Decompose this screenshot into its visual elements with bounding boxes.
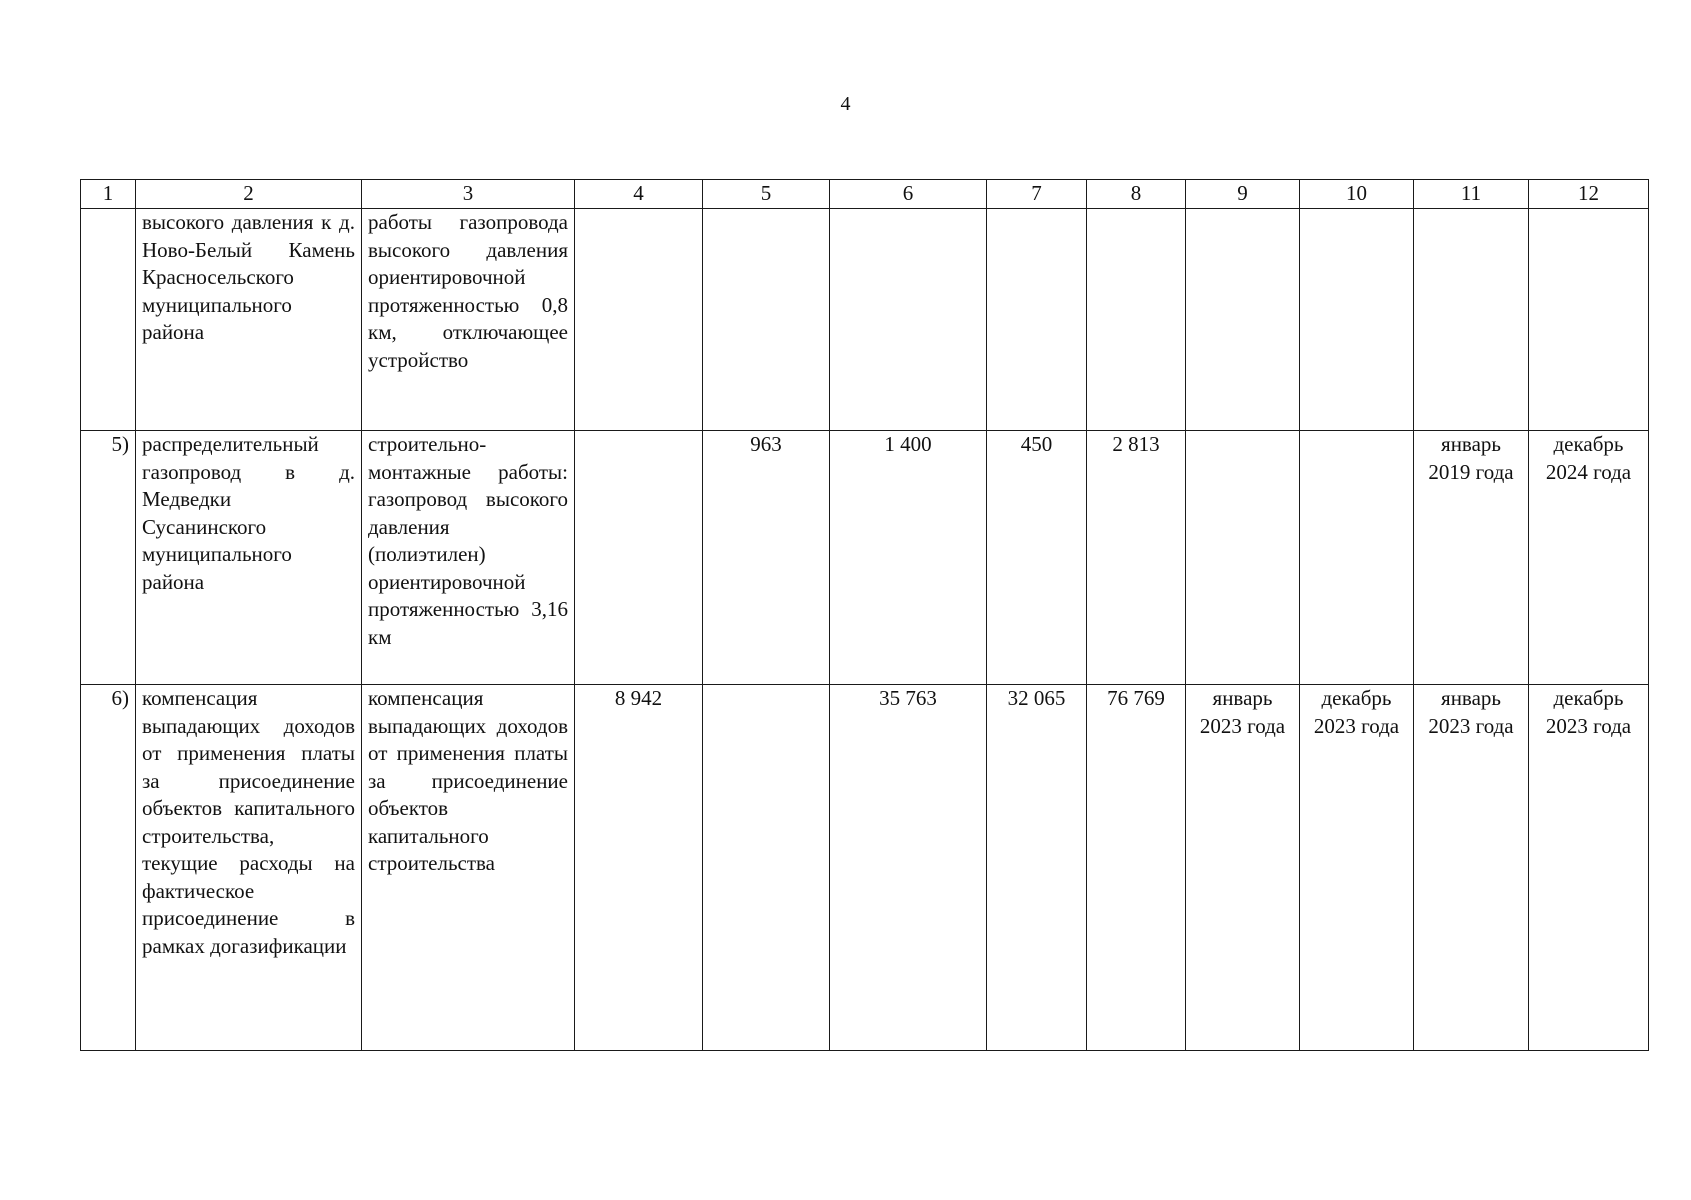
header-cell-6: 6 xyxy=(830,180,987,209)
value-col-6: 35 763 xyxy=(830,685,987,1051)
date-col-12: декабрь 2024 года xyxy=(1529,431,1649,685)
value-col-7 xyxy=(987,209,1087,431)
object-name: компенсация выпадающих доходов от применения платы за присоединение объектов капитального строительства, текущие расходы на фактическое присоединение в рамках догазификации xyxy=(136,685,362,1051)
value-col-8: 76 769 xyxy=(1087,685,1186,1051)
date-col-11 xyxy=(1414,209,1529,431)
header-cell-2: 2 xyxy=(136,180,362,209)
header-cell-8: 8 xyxy=(1087,180,1186,209)
header-cell-4: 4 xyxy=(575,180,703,209)
header-cell-1: 1 xyxy=(81,180,136,209)
value-col-8: 2 813 xyxy=(1087,431,1186,685)
table-row xyxy=(81,431,1649,685)
date-col-9 xyxy=(1186,431,1300,685)
header-cell-10: 10 xyxy=(1300,180,1414,209)
value-col-5: 963 xyxy=(703,431,830,685)
date-col-10 xyxy=(1300,209,1414,431)
header-row xyxy=(81,180,1649,209)
date-col-10: декабрь 2023 года xyxy=(1300,685,1414,1051)
works-description: строительно-монтажные работы: газопровод высокого давления (полиэтилен) ориентировочной протяженностью 3,16 км xyxy=(362,431,575,685)
value-col-6 xyxy=(830,209,987,431)
row-number: 6) xyxy=(81,685,136,1051)
header-cell-3: 3 xyxy=(362,180,575,209)
table-row xyxy=(81,685,1649,1051)
value-col-4: 8 942 xyxy=(575,685,703,1051)
date-col-9 xyxy=(1186,209,1300,431)
value-col-5 xyxy=(703,685,830,1051)
header-cell-7: 7 xyxy=(987,180,1087,209)
date-col-10 xyxy=(1300,431,1414,685)
value-col-4 xyxy=(575,431,703,685)
page-number: 4 xyxy=(840,93,851,115)
value-col-7: 450 xyxy=(987,431,1087,685)
works-description: работы газопровода высокого давления ориентировочной протяженностью 0,8 км, отключающее устройство xyxy=(362,209,575,431)
date-col-11: январь 2019 года xyxy=(1414,431,1529,685)
header-cell-9: 9 xyxy=(1186,180,1300,209)
row-number xyxy=(81,209,136,431)
works-description: компенсация выпадающих доходов от применения платы за присоединение объектов капитального строительства xyxy=(362,685,575,1051)
value-col-5 xyxy=(703,209,830,431)
value-col-7: 32 065 xyxy=(987,685,1087,1051)
value-col-8 xyxy=(1087,209,1186,431)
table-row xyxy=(81,209,1649,431)
object-name: распределительный газопровод в д. Медведки Сусанинского муниципального района xyxy=(136,431,362,685)
value-col-4 xyxy=(575,209,703,431)
row-number: 5) xyxy=(81,431,136,685)
date-col-11: январь 2023 года xyxy=(1414,685,1529,1051)
header-cell-12: 12 xyxy=(1529,180,1649,209)
object-name: высокого давления к д. Ново-Белый Камень Красносельского муниципального района xyxy=(136,209,362,431)
value-col-6: 1 400 xyxy=(830,431,987,685)
date-col-9: январь 2023 года xyxy=(1186,685,1300,1051)
header-cell-5: 5 xyxy=(703,180,830,209)
date-col-12: декабрь 2023 года xyxy=(1529,685,1649,1051)
header-cell-11: 11 xyxy=(1414,180,1529,209)
data-table xyxy=(80,179,1649,1051)
date-col-12 xyxy=(1529,209,1649,431)
